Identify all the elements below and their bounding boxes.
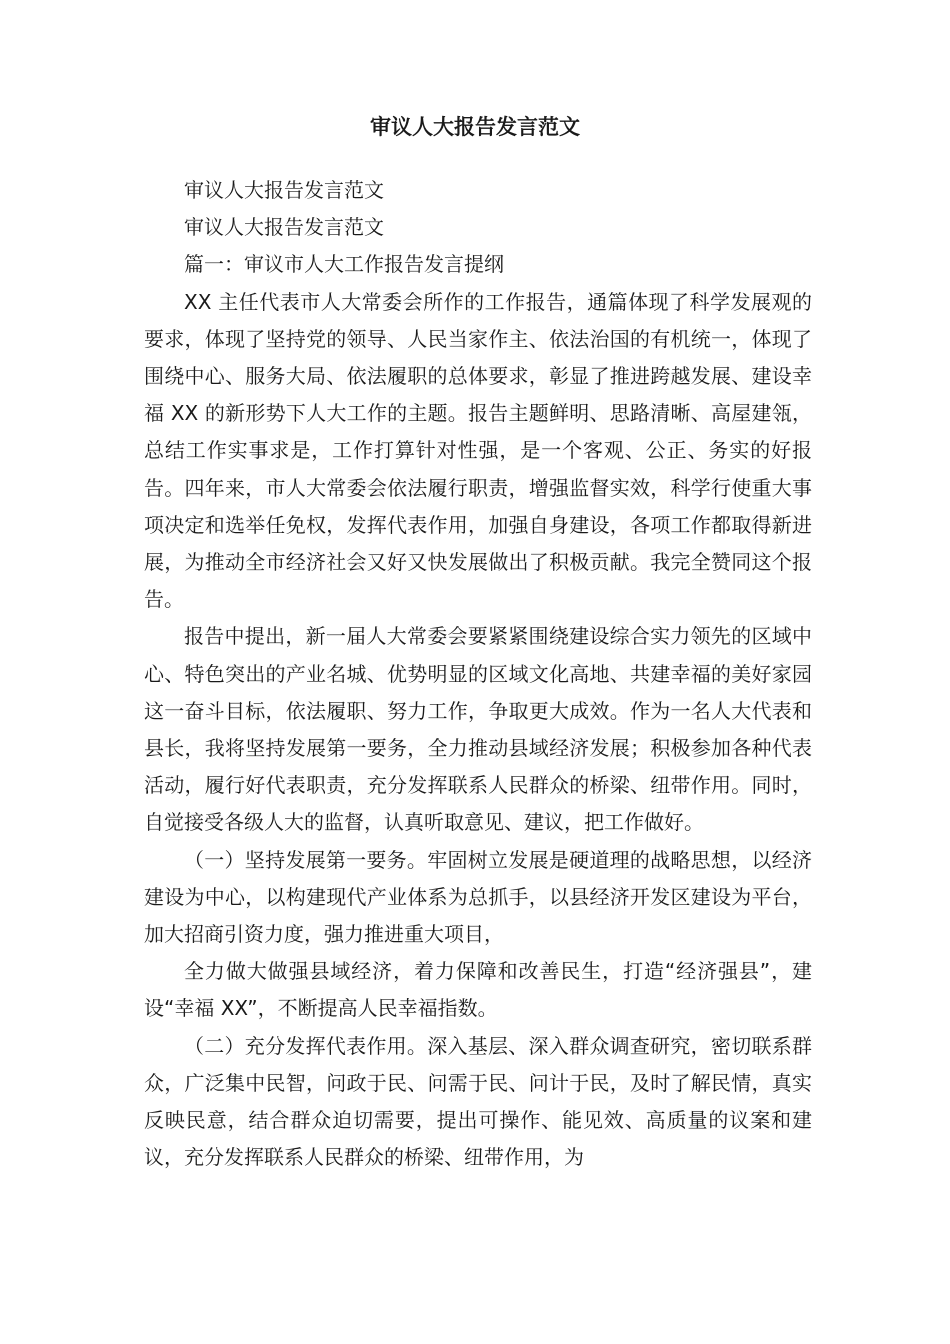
document-body <box>144 172 812 1176</box>
body-paragraph: （一）坚持发展第一要务。牢固树立发展是硬道理的战略思想，以经济建设为中心，以构建现代产业体系为总抓手，以县经济开发区建设为平台，加大招商引资力度，强力推进重大项目， <box>144 847 812 947</box>
body-paragraph: 全力做大做强县域经济，着力保障和改善民生，打造“经济强县”，建设“幸福 XX”，不断提高人民幸福指数。 <box>144 959 812 1021</box>
body-paragraph: 审议人大报告发言范文 <box>184 178 384 202</box>
section-heading: 篇一：审议市人大工作报告发言提纲 <box>184 252 504 277</box>
body-paragraph: 报告中提出，新一届人大常委会要紧紧围绕建设综合实力领先的区域中心、特色突出的产业名城、优势明显的区域文化高地、共建幸福的美好家园这一奋斗目标，依法履职、努力工作，争取更大成效。作为一名人大代表和县长，我将坚持发展第一要务，全力推动县域经济发展；积极参加各种代表活动，履行好代表职责，充分发挥联系人民群众的桥梁、纽带作用。同时，自觉接受各级人大的监督，认真听取意见、建议，把工作做好。 <box>144 624 812 835</box>
body-paragraph: 审议人大报告发言范文 <box>184 215 384 240</box>
body-paragraph: XX 主任代表市人大常委会所作的工作报告，通篇体现了科学发展观的要求，体现了坚持党的领导、人民当家作主、依法治国的有机统一，体现了围绕中心、服务大局、依法履职的总体要求，彰显了推进跨越发展、建设幸福 XX 的新形势下人大工作的主题。报告主题鲜明、思路清晰、高屋建瓴，总结工作实事求是，工作打算针对性强，是一个客观、公正、务实的好报告。四年来，市人大常委会依法履行职责，增强监督实效，科学行使重大事项决定和选举任免权，发挥代表作用，加强自身建设，各项工作都取得新进展，为推动全市经济社会又好又快发展做出了积极贡献。我完全赞同这个报告。 <box>144 289 812 612</box>
body-paragraph: （二）充分发挥代表作用。深入基层、深入群众调查研究，密切联系群众，广泛集中民智，问政于民、问需于民、问计于民，及时了解民情，真实反映民意，结合群众迫切需要，提出可操作、能见效、高质量的议案和建议，充分发挥联系人民群众的桥梁、纽带作用，为 <box>144 1033 812 1170</box>
document-title: 审议人大报告发言范文 <box>370 115 580 139</box>
